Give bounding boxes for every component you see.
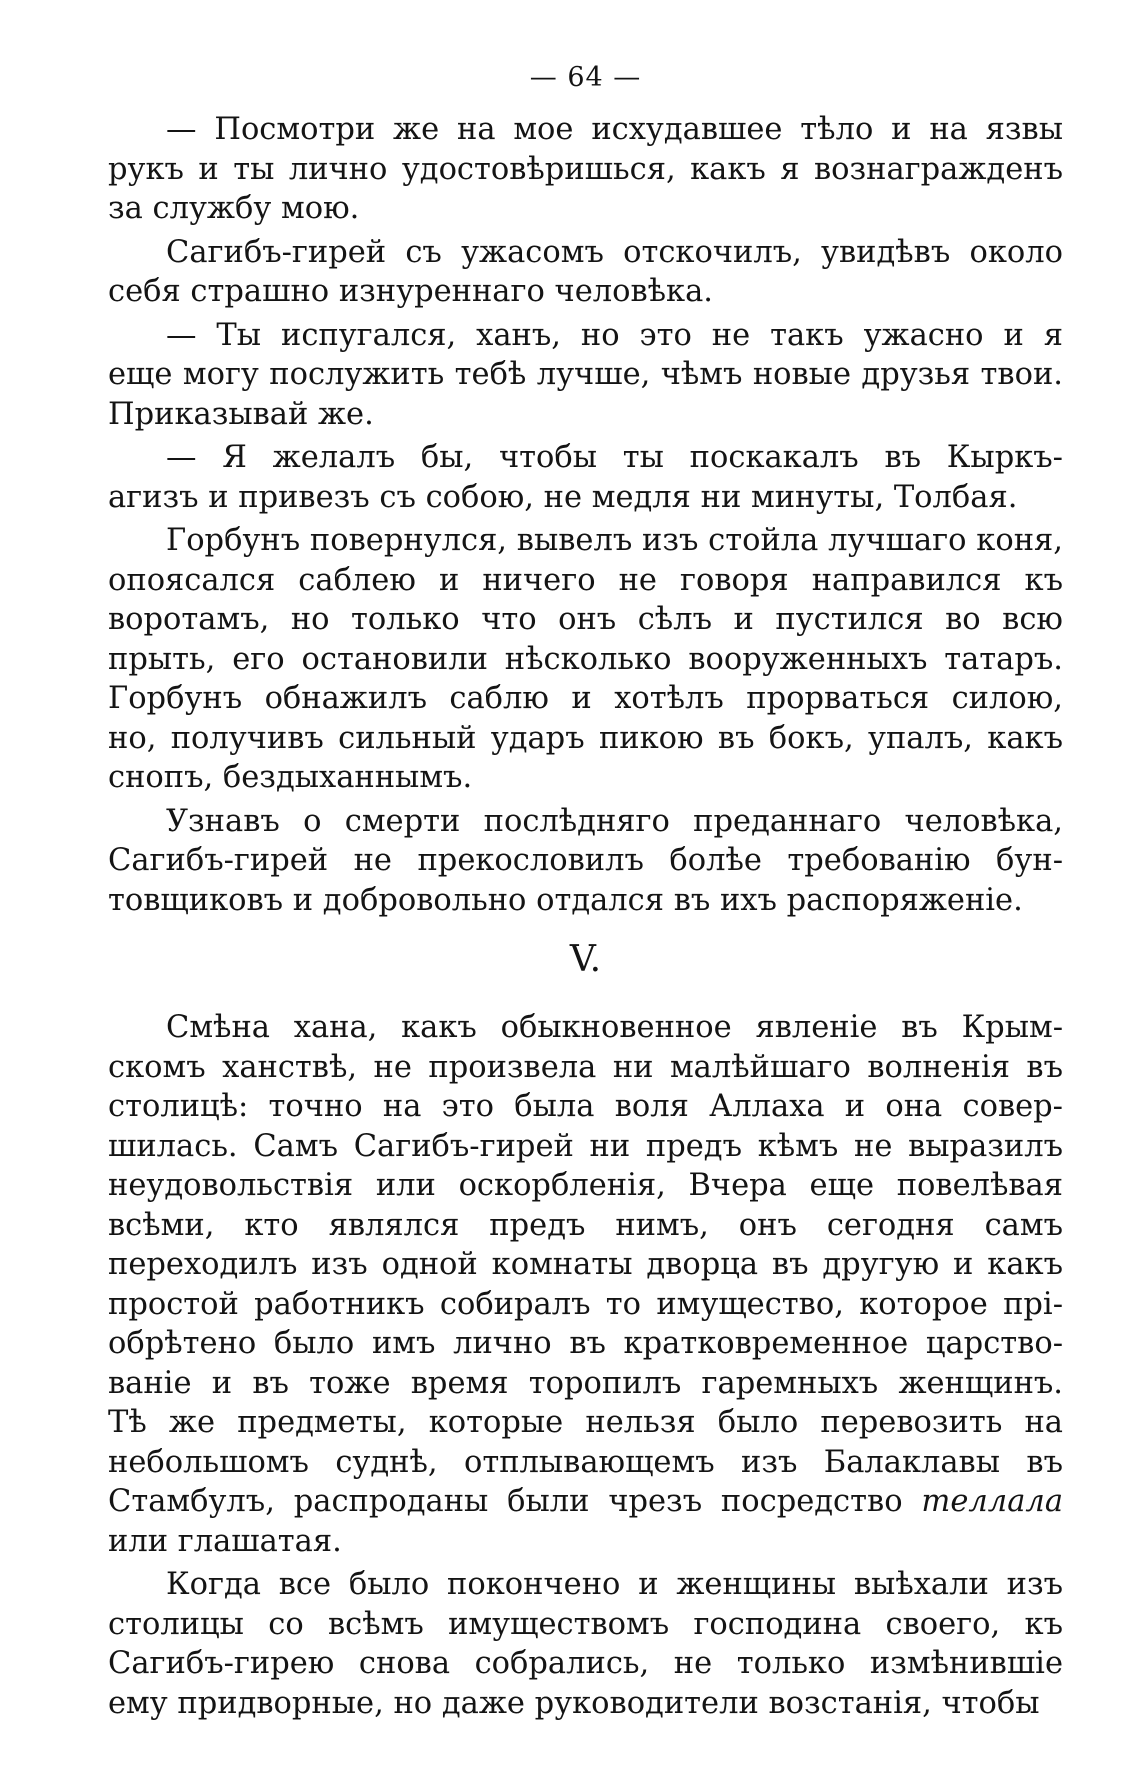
book-page xyxy=(108,0,1063,1775)
text-line: Сагибъ-гирею снова собрались, не только измѣнившіе xyxy=(108,1646,1063,1681)
page-body xyxy=(108,110,1063,1727)
text-line: воротамъ, но только что онъ сѣлъ и пустился во всю xyxy=(108,602,1063,637)
text-after-section xyxy=(108,1008,1063,1723)
text-line: небольшомъ суднѣ, отплывающемъ изъ Балаклавы въ xyxy=(108,1444,1063,1480)
text-line: обрѣтено было имъ лично въ кратковременное царство- xyxy=(108,1326,1063,1361)
text-line: Горбунъ обнажилъ саблю и хотѣлъ прорваться силою, xyxy=(108,681,1063,716)
paragraph xyxy=(108,233,1063,312)
text-line: товщиковъ и добровольно отдался въ ихъ распоряженіе. xyxy=(108,882,1023,918)
text-line: снопъ, бездыханнымъ. xyxy=(108,760,473,795)
paragraph xyxy=(108,521,1063,798)
text-line: ему придворные, но даже руководители возстанія, чтобы xyxy=(108,1685,1040,1721)
text-line: себя страшно изнуреннаго человѣка. xyxy=(108,274,713,309)
paragraph xyxy=(108,1008,1063,1561)
text-line: неудовольствія или оскорбленія, Вчера еще повелѣвая xyxy=(108,1168,1063,1203)
text-before-section xyxy=(108,110,1063,920)
text-line: — Ты испугался, ханъ, но это не такъ ужасно и я xyxy=(166,317,1063,353)
text-line: столицѣ: точно на это была воля Аллаха и она совер- xyxy=(108,1089,1063,1124)
paragraph xyxy=(108,1565,1063,1723)
text-line: агизъ и привезъ съ собою, не медля ни минуты, Толбая. xyxy=(108,479,1018,515)
text-line: ваніе и въ тоже время торопилъ гаремныхъ женщинъ. xyxy=(108,1365,1063,1401)
text-line: Тѣ же предметы, которые нельзя было перевозить на xyxy=(108,1405,1063,1440)
text-line: Стамбулъ, распроданы были чрезъ посредство теллала xyxy=(108,1484,1063,1519)
paragraph xyxy=(108,802,1063,921)
text-line: — Я желалъ бы, чтобы ты поскакалъ въ Кыркъ- xyxy=(166,440,1063,475)
text-line: Горбунъ повернулся, вывелъ изъ стойла лучшаго коня, xyxy=(166,523,1063,558)
text-line: за службу мою. xyxy=(108,191,360,226)
text-line: Сагибъ-гирей не прекословилъ болѣе требованію бун- xyxy=(108,843,1063,878)
text-line: шилась. Самъ Сагибъ-гирей ни предъ кѣмъ не выразилъ xyxy=(108,1128,1063,1164)
paragraph xyxy=(108,316,1063,435)
text-line: всѣми, кто являлся предъ нимъ, онъ сегодня самъ xyxy=(108,1207,1063,1243)
page-number: — 64 — xyxy=(529,62,642,93)
text-line: или глашатая. xyxy=(108,1523,342,1559)
text-line: скомъ ханствѣ, не произвела ни малѣйшаго волненія въ xyxy=(108,1049,1063,1085)
text-line: Когда все было покончено и женщины выѣхали изъ xyxy=(166,1567,1063,1602)
section-heading: V. xyxy=(569,939,602,980)
text-line: но, получивъ сильный ударъ пикою въ бокъ, упалъ, какъ xyxy=(108,720,1063,756)
text-line: опоясался саблею и ничего не говоря направился къ xyxy=(108,562,1063,598)
text-line: Сагибъ-гирей съ ужасомъ отскочилъ, увидѣвъ около xyxy=(166,234,1063,270)
paragraph xyxy=(108,110,1063,229)
text-line: рукъ и ты лично удостовѣришься, какъ я вознагражденъ xyxy=(108,151,1063,187)
text-line: переходилъ изъ одной комнаты дворца въ другую и какъ xyxy=(108,1247,1063,1282)
text-line: простой работникъ собиралъ то имущество, которое прі- xyxy=(108,1286,1063,1322)
text-line: столицы со всѣмъ имуществомъ господина своего, къ xyxy=(108,1606,1063,1642)
text-line: — Посмотри же на мое исхудавшее тѣло и на язвы xyxy=(166,112,1063,147)
paragraph xyxy=(108,438,1063,517)
text-line: Смѣна хана, какъ обыкновенное явленіе въ Крым- xyxy=(166,1010,1063,1045)
text-line: еще могу послужить тебѣ лучше, чѣмъ новые друзья твои. xyxy=(108,357,1063,392)
italic-word: теллала xyxy=(902,1484,1063,1519)
text-line: прыть, его остановили нѣсколько вооруженныхъ татаръ. xyxy=(108,641,1063,677)
text-line: Приказывай же. xyxy=(108,396,374,432)
text-line: Узнавъ о смерти послѣдняго преданнаго человѣка, xyxy=(166,803,1063,839)
